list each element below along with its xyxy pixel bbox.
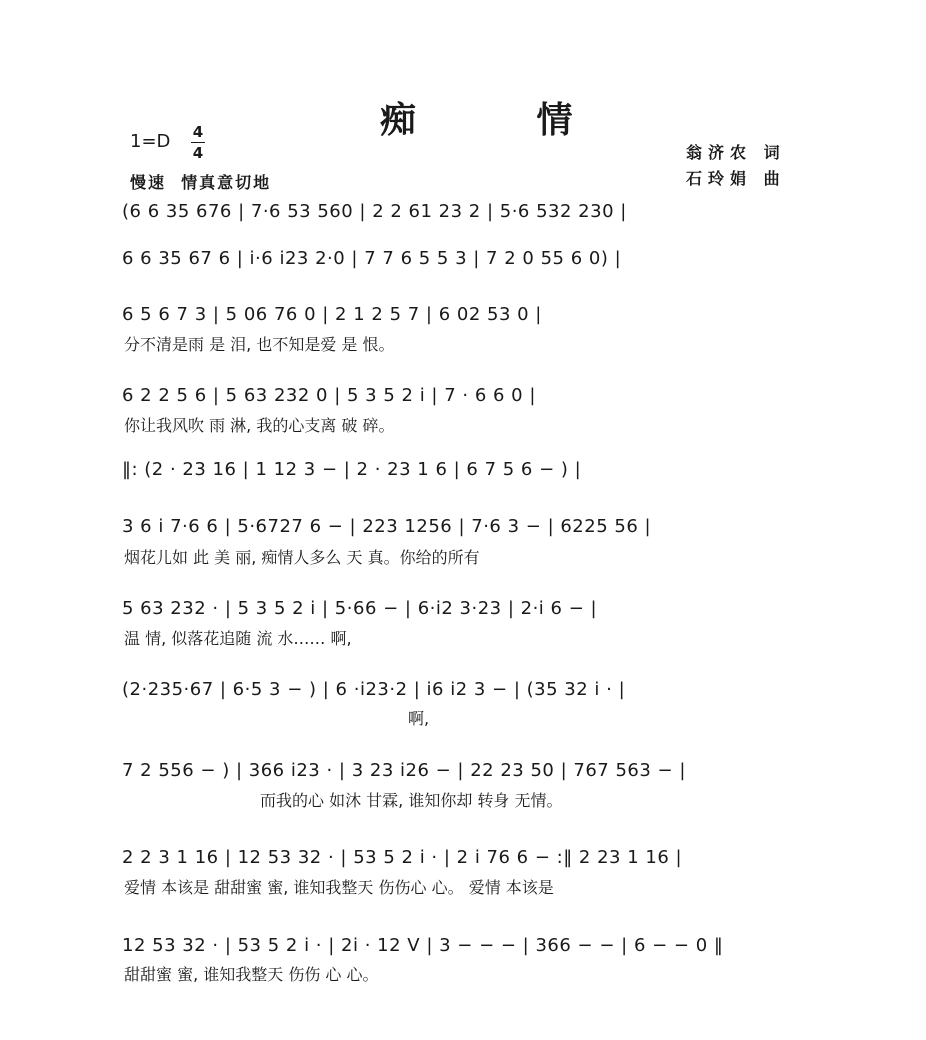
lyricist-credit: 翁济农 词 [686,143,786,162]
composer-credit: 石玲娟 曲 [686,169,786,188]
score-line-2-notes: 6 6 35 67 6 | i·6 i23 2·0 | 7 7 6 5 5 3 | 7 2 0 55 6 0) | [122,248,622,269]
score-line-3-notes: 6 5 6 7 3 | 5 06 76 0 | 2 1 2 5 7 | 6 02 53 0 | [122,304,542,325]
time-signature-bottom: 4 [192,144,204,162]
time-signature-top: 4 [192,123,204,141]
score-line-9-lyrics: 而我的心 如沐 甘霖, 谁知你却 转身 无情。 [260,791,563,810]
score-line-4-notes: 6 2 2 5 6 | 5 63 232 0 | 5 3 5 2 i | 7 · 6 6 0 | [122,385,536,406]
score-line-8-notes: (2·235·67 | 6·5 3 − ) | 6 ·i23·2 | i6 i2 3 − | (35 32 i · | [122,679,626,700]
score-line-11-notes: 12 53 32 · | 53 5 2 i · | 2i · 12 V | 3 − − − | 366 − − | 6 − − 0 ‖ [122,935,724,956]
score-line-10-notes: 2 2 3 1 16 | 12 53 32 · | 53 5 2 i · | 2 i 76 6 − :‖ 2 23 1 16 | [122,847,683,868]
score-line-7-notes: 5 63 232 · | 5 3 5 2 i | 5·66 − | 6·i2 3·23 | 2·i 6 − | [122,598,598,619]
score-line-10-lyrics: 爱情 本该是 甜甜蜜 蜜, 谁知我整天 伤伤心 心。 爱情 本该是 [124,878,554,897]
tempo-marking: 慢速 情真意切地 [130,173,272,192]
time-signature [190,122,206,163]
score-line-4-lyrics: 你让我风吹 雨 淋, 我的心支离 破 碎。 [124,416,395,435]
score-line-11-lyrics: 甜甜蜜 蜜, 谁知我整天 伤伤 心 心。 [124,965,379,984]
score-line-6-notes: 3 6 i 7·6 6 | 5·6727 6 − | 223 1256 | 7·6 3 − | 6225 56 | [122,516,652,537]
score-line-6-lyrics: 烟花儿如 此 美 丽, 痴情人多么 天 真。你给的所有 [124,548,480,567]
key-signature: 1=D [130,131,171,152]
song-title: 痴 情 [380,99,627,141]
score-line-1-notes: (6 6 35 676 | 7·6 53 560 | 2 2 61 23 2 | 5·6 532 230 | [122,201,627,222]
score-line-8-lyrics: 啊, [408,709,430,728]
score-line-3-lyrics: 分不清是雨 是 泪, 也不知是爱 是 恨。 [124,335,395,354]
score-line-7-lyrics: 温 情, 似落花追随 流 水…… 啊, [124,629,352,648]
score-line-5-notes: ‖: (2 · 23 16 | 1 12 3 − | 2 · 23 1 6 | 6 7 5 6 − ) | [122,459,582,480]
score-line-9-notes: 7 2 556 − ) | 366 i23 · | 3 23 i26 − | 22 23 50 | 767 563 − | [122,760,686,781]
